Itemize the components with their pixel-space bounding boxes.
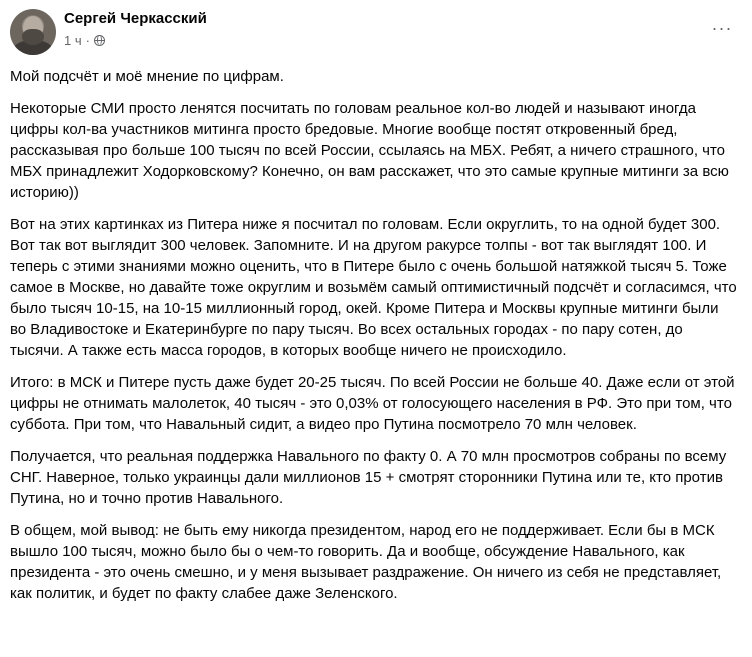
avatar-beard: [22, 29, 44, 45]
author-name[interactable]: Сергей Черкасский: [64, 10, 207, 27]
post-paragraph: Получается, что реальная поддержка Навального по факту 0. А 70 млн просмотров собраны по всему СНГ. Наверное, только украинцы дали миллионов 15 + смотрят сторонники Путина или те, кто против Путина, но и точно против Навального.: [10, 448, 727, 507]
post-text: [10, 66, 738, 615]
more-options-button[interactable]: ···: [711, 17, 733, 38]
post-time[interactable]: 1 ч: [64, 33, 82, 48]
post-paragraph: Мой подсчёт и моё мнение по цифрам.: [10, 68, 284, 85]
avatar[interactable]: [10, 9, 56, 55]
post-paragraph: В общем, мой вывод: не быть ему никогда президентом, народ его не поддерживает. Если бы в МСК вышло 100 тысяч, можно было бы о чем-то говорить. Да и вообще, обсуждение Навального, как президента - это очень смешно, и у меня вызывает раздражение. Он ничего из себя не представляет, как политик, и будет по факту слабее даже Зеленского.: [10, 522, 722, 602]
meta-separator: ·: [85, 33, 90, 48]
post-paragraph: Некоторые СМИ просто ленятся посчитать по головам реальное кол-во людей и называют иногда цифры кол-ва участников митинга просто бредовые. Многие вообще постят откровенный бред, рассказывая про больше 100 тысяч по всей России, ссылаясь на МБХ. Ребят, а ничего страшного, что МБХ принадлежит Ходорковскому? Конечно, он вам расскажет, что это самые крупные митинги за всю историю)): [10, 100, 729, 201]
globe-icon[interactable]: [94, 35, 105, 46]
post-paragraph: Вот на этих картинках из Питера ниже я посчитал по головам. Если округлить, то на одной будет 300. Вот так вот выглядит 300 человек. Запомните. И на другом ракурсе толпы - вот так выглядят 100. И теперь с этими знаниями можно оценить, что в Питере было с очень большой натяжкой тысяч 5. Тоже самое в Москве, но давайте тоже округлим и возьмём самый оптимистичный подсчёт и согласимся, что было тысяч 10-15, на 10-15 миллионный город, окей. Кроме Питера и Москвы крупные митинги были во Владивостоке и Екатеринбурге по пару тысяч. Во всех остальных городах - по пару сотен, до тысячи. А также есть масса городов, в которых вообще ничего не происходило.: [10, 216, 737, 359]
post-paragraph: Итого: в МСК и Питере пусть даже будет 20-25 тысяч. По всей России не больше 40. Даже если от этой цифры не отнимать малолеток, 40 тысяч - это 0,03% от голосующего населения в РФ. Это при том, что суббота. При том, что Навальный сидит, а видео про Путина посмотрело 70 млн человек.: [10, 374, 735, 433]
post-header: [10, 8, 742, 58]
post-meta: [64, 33, 105, 48]
